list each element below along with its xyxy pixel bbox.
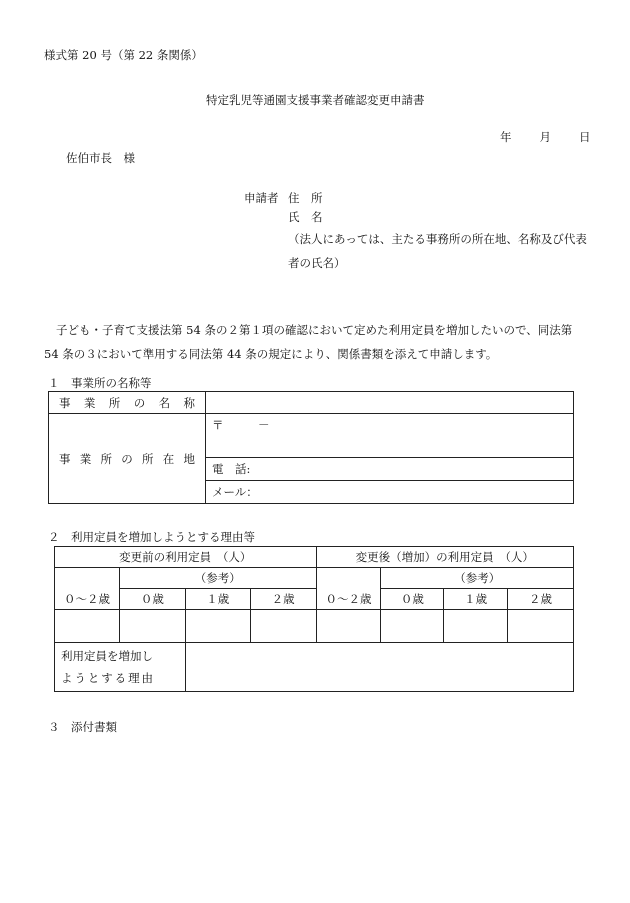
- facility-name-field[interactable]: [206, 392, 574, 414]
- applicant-block: [244, 189, 593, 275]
- before-age-spacer: [55, 568, 120, 589]
- reason-label: [55, 643, 186, 692]
- address-label: 住 所: [288, 191, 323, 205]
- reason-label-text: 利用定員を増加しようとする理由: [61, 649, 153, 685]
- application-body: 子ども・子育て支援法第 54 条の２第１項の確認において定めた利用定員を増加したいので、同法第 54 条の３において準用する同法第 44 条の規定により、関係書類を添えて申請します。: [44, 323, 573, 361]
- after-value-0[interactable]: [381, 610, 444, 643]
- facility-table: [48, 391, 574, 504]
- before-age-0-2: ０～２歳: [55, 589, 120, 610]
- after-capacity-header: 変更後（増加）の利用定員 （人）: [316, 547, 573, 568]
- after-age-1: １歳: [444, 589, 508, 610]
- postal-field[interactable]: 〒 －: [206, 414, 574, 458]
- before-reference-label: （参考）: [119, 568, 316, 589]
- after-age-0-2: ０～２歳: [316, 589, 381, 610]
- before-age-2: ２歳: [250, 589, 316, 610]
- after-reference-label: （参考）: [381, 568, 574, 589]
- addressee: 佐伯市長 様: [66, 151, 135, 165]
- after-age-spacer: [316, 568, 381, 589]
- email-field[interactable]: メール：: [206, 481, 574, 504]
- after-value-0-2[interactable]: [316, 610, 381, 643]
- after-age-2: ２歳: [508, 589, 574, 610]
- before-value-0-2[interactable]: [55, 610, 120, 643]
- after-value-1[interactable]: [444, 610, 508, 643]
- before-age-1: １歳: [185, 589, 250, 610]
- section2-heading: ２ 利用定員を増加しようとする理由等: [48, 530, 255, 544]
- after-value-2[interactable]: [508, 610, 574, 643]
- document-title: 特定乳児等通園支援事業者確認変更申請書: [206, 93, 425, 107]
- before-value-2[interactable]: [250, 610, 316, 643]
- name-label: 氏 名: [288, 210, 323, 224]
- date-day: 日: [579, 130, 591, 144]
- section3-heading: ３ 添付書類: [48, 720, 117, 734]
- date-year: 年: [500, 130, 512, 144]
- capacity-table: [54, 546, 574, 692]
- corporate-note: （法人にあっては、主たる事務所の所在地、名称及び代表者の氏名）: [288, 232, 587, 270]
- before-age-0: ０歳: [119, 589, 185, 610]
- date-line: [500, 129, 591, 145]
- date-month: 月: [539, 130, 551, 144]
- after-age-0: ０歳: [381, 589, 444, 610]
- before-capacity-header: 変更前の利用定員 （人）: [55, 547, 317, 568]
- before-value-0[interactable]: [119, 610, 185, 643]
- before-value-1[interactable]: [185, 610, 250, 643]
- form-number: 様式第 20 号（第 22 条関係）: [44, 48, 203, 62]
- facility-name-label: 事業所の名称: [49, 392, 206, 414]
- section1-heading: １ 事業所の名称等: [48, 376, 152, 390]
- phone-field[interactable]: 電 話:: [206, 458, 574, 481]
- facility-location-label: 事業所の所在地: [49, 414, 206, 504]
- applicant-label: 申請者: [244, 191, 279, 205]
- reason-field[interactable]: [185, 643, 573, 692]
